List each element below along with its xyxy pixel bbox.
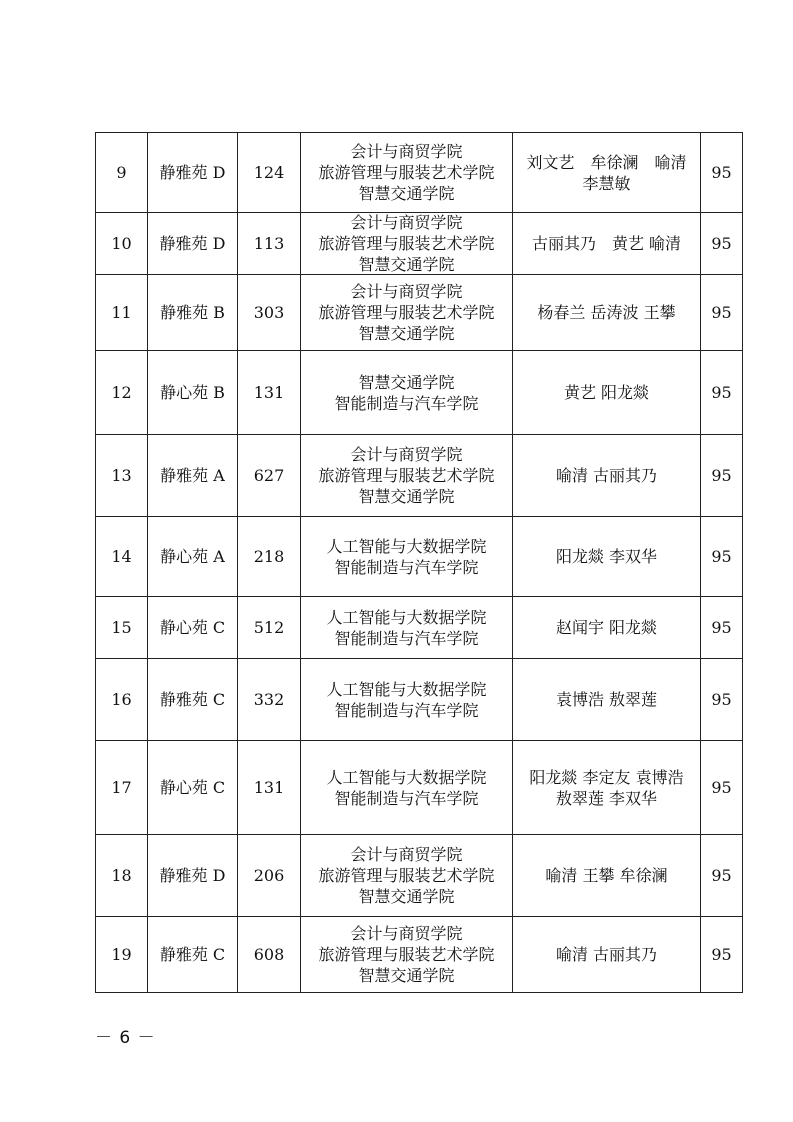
table-row	[96, 835, 743, 917]
college-list	[301, 133, 513, 213]
college-name: 智能制造与汽车学院	[334, 700, 479, 720]
table-row	[96, 435, 743, 517]
staff-line: 喻清 古丽其乃	[555, 466, 658, 485]
building-name: 静雅苑 D	[148, 213, 238, 275]
staff-line: 黄艺 阳龙燚	[563, 383, 650, 402]
staff-names	[513, 659, 701, 741]
building-name: 静雅苑 B	[148, 275, 238, 351]
score: 95	[701, 133, 743, 213]
staff-names	[513, 435, 701, 517]
row-number: 15	[96, 597, 148, 659]
college-name: 人工智能与大数据学院	[326, 536, 487, 556]
college-list	[301, 659, 513, 741]
table-body	[96, 133, 743, 993]
score: 95	[701, 275, 743, 351]
college-name: 旅游管理与服装艺术学院	[318, 466, 495, 485]
row-number: 9	[96, 133, 148, 213]
room-number: 608	[238, 917, 301, 993]
room-number: 332	[238, 659, 301, 741]
college-list	[301, 597, 513, 659]
staff-names	[513, 213, 701, 275]
college-name: 会计与商贸学院	[350, 213, 463, 232]
table-row	[96, 741, 743, 835]
score: 95	[701, 213, 743, 275]
score: 95	[701, 517, 743, 597]
table-row	[96, 659, 743, 741]
college-name: 旅游管理与服装艺术学院	[318, 945, 495, 964]
college-name: 智能制造与汽车学院	[334, 393, 479, 413]
college-name: 智慧交通学院	[358, 372, 455, 392]
room-number: 131	[238, 741, 301, 835]
college-list	[301, 517, 513, 597]
score: 95	[701, 741, 743, 835]
building-name: 静心苑 C	[148, 741, 238, 835]
building-name: 静雅苑 D	[148, 133, 238, 213]
staff-names	[513, 835, 701, 917]
college-name: 旅游管理与服装艺术学院	[318, 303, 495, 322]
row-number: 19	[96, 917, 148, 993]
college-name: 旅游管理与服装艺术学院	[318, 234, 495, 253]
score: 95	[701, 351, 743, 435]
college-name: 智能制造与汽车学院	[334, 628, 479, 648]
staff-line: 袁博浩 敖翠莲	[555, 690, 658, 709]
room-number: 218	[238, 517, 301, 597]
building-name: 静雅苑 C	[148, 917, 238, 993]
college-name: 智慧交通学院	[358, 184, 455, 203]
row-number: 16	[96, 659, 148, 741]
row-number: 18	[96, 835, 148, 917]
page-number: － 6 －	[95, 1028, 156, 1048]
staff-names	[513, 351, 701, 435]
college-name: 人工智能与大数据学院	[326, 607, 487, 627]
row-number: 10	[96, 213, 148, 275]
staff-names	[513, 517, 701, 597]
building-name: 静心苑 C	[148, 597, 238, 659]
row-number: 17	[96, 741, 148, 835]
room-number: 131	[238, 351, 301, 435]
room-number: 124	[238, 133, 301, 213]
building-name: 静雅苑 A	[148, 435, 238, 517]
college-list	[301, 351, 513, 435]
college-list	[301, 213, 513, 275]
college-name: 智慧交通学院	[358, 324, 455, 343]
staff-names	[513, 741, 701, 835]
table-row	[96, 597, 743, 659]
college-name: 会计与商贸学院	[350, 142, 463, 161]
college-name: 人工智能与大数据学院	[326, 767, 487, 787]
staff-line: 喻清 古丽其乃	[555, 945, 658, 964]
college-name: 人工智能与大数据学院	[326, 679, 487, 699]
college-list	[301, 275, 513, 351]
college-name: 会计与商贸学院	[350, 845, 463, 864]
score: 95	[701, 597, 743, 659]
college-name: 旅游管理与服装艺术学院	[318, 163, 495, 182]
staff-line: 赵闻宇 阳龙燚	[555, 618, 658, 637]
table-row	[96, 275, 743, 351]
room-number: 303	[238, 275, 301, 351]
college-name: 智慧交通学院	[358, 487, 455, 506]
building-name: 静心苑 A	[148, 517, 238, 597]
college-name: 智慧交通学院	[358, 887, 455, 906]
college-name: 会计与商贸学院	[350, 924, 463, 943]
staff-line: 刘文艺 牟徐澜 喻清	[526, 152, 687, 172]
room-number: 627	[238, 435, 301, 517]
staff-names	[513, 917, 701, 993]
table-row	[96, 133, 743, 213]
table-row	[96, 517, 743, 597]
staff-line: 喻清 王攀 牟徐澜	[545, 866, 668, 885]
college-list	[301, 435, 513, 517]
room-number: 206	[238, 835, 301, 917]
row-number: 13	[96, 435, 148, 517]
college-list	[301, 917, 513, 993]
staff-line: 阳龙燚 李双华	[555, 547, 658, 566]
building-name: 静雅苑 C	[148, 659, 238, 741]
table-row	[96, 213, 743, 275]
college-list	[301, 741, 513, 835]
college-name: 智慧交通学院	[358, 255, 455, 274]
staff-line: 阳龙燚 李定友 袁博浩	[529, 767, 684, 787]
staff-line: 杨春兰 岳涛波 王攀	[537, 303, 676, 322]
row-number: 11	[96, 275, 148, 351]
inspection-table	[95, 132, 743, 993]
staff-names	[513, 275, 701, 351]
college-name: 智能制造与汽车学院	[334, 557, 479, 577]
score: 95	[701, 435, 743, 517]
staff-names	[513, 597, 701, 659]
college-name: 智能制造与汽车学院	[334, 788, 479, 808]
college-name: 旅游管理与服装艺术学院	[318, 866, 495, 885]
staff-names	[513, 133, 701, 213]
staff-line: 李慧敏	[582, 173, 631, 193]
score: 95	[701, 835, 743, 917]
college-list	[301, 835, 513, 917]
college-name: 智慧交通学院	[358, 966, 455, 985]
table-row	[96, 917, 743, 993]
staff-line: 敖翠莲 李双华	[555, 788, 658, 808]
score: 95	[701, 917, 743, 993]
table-row	[96, 351, 743, 435]
row-number: 14	[96, 517, 148, 597]
college-name: 会计与商贸学院	[350, 282, 463, 301]
college-name: 会计与商贸学院	[350, 445, 463, 464]
room-number: 512	[238, 597, 301, 659]
score: 95	[701, 659, 743, 741]
building-name: 静心苑 B	[148, 351, 238, 435]
room-number: 113	[238, 213, 301, 275]
building-name: 静雅苑 D	[148, 835, 238, 917]
staff-line: 古丽其乃 黄艺 喻清	[531, 234, 682, 253]
row-number: 12	[96, 351, 148, 435]
